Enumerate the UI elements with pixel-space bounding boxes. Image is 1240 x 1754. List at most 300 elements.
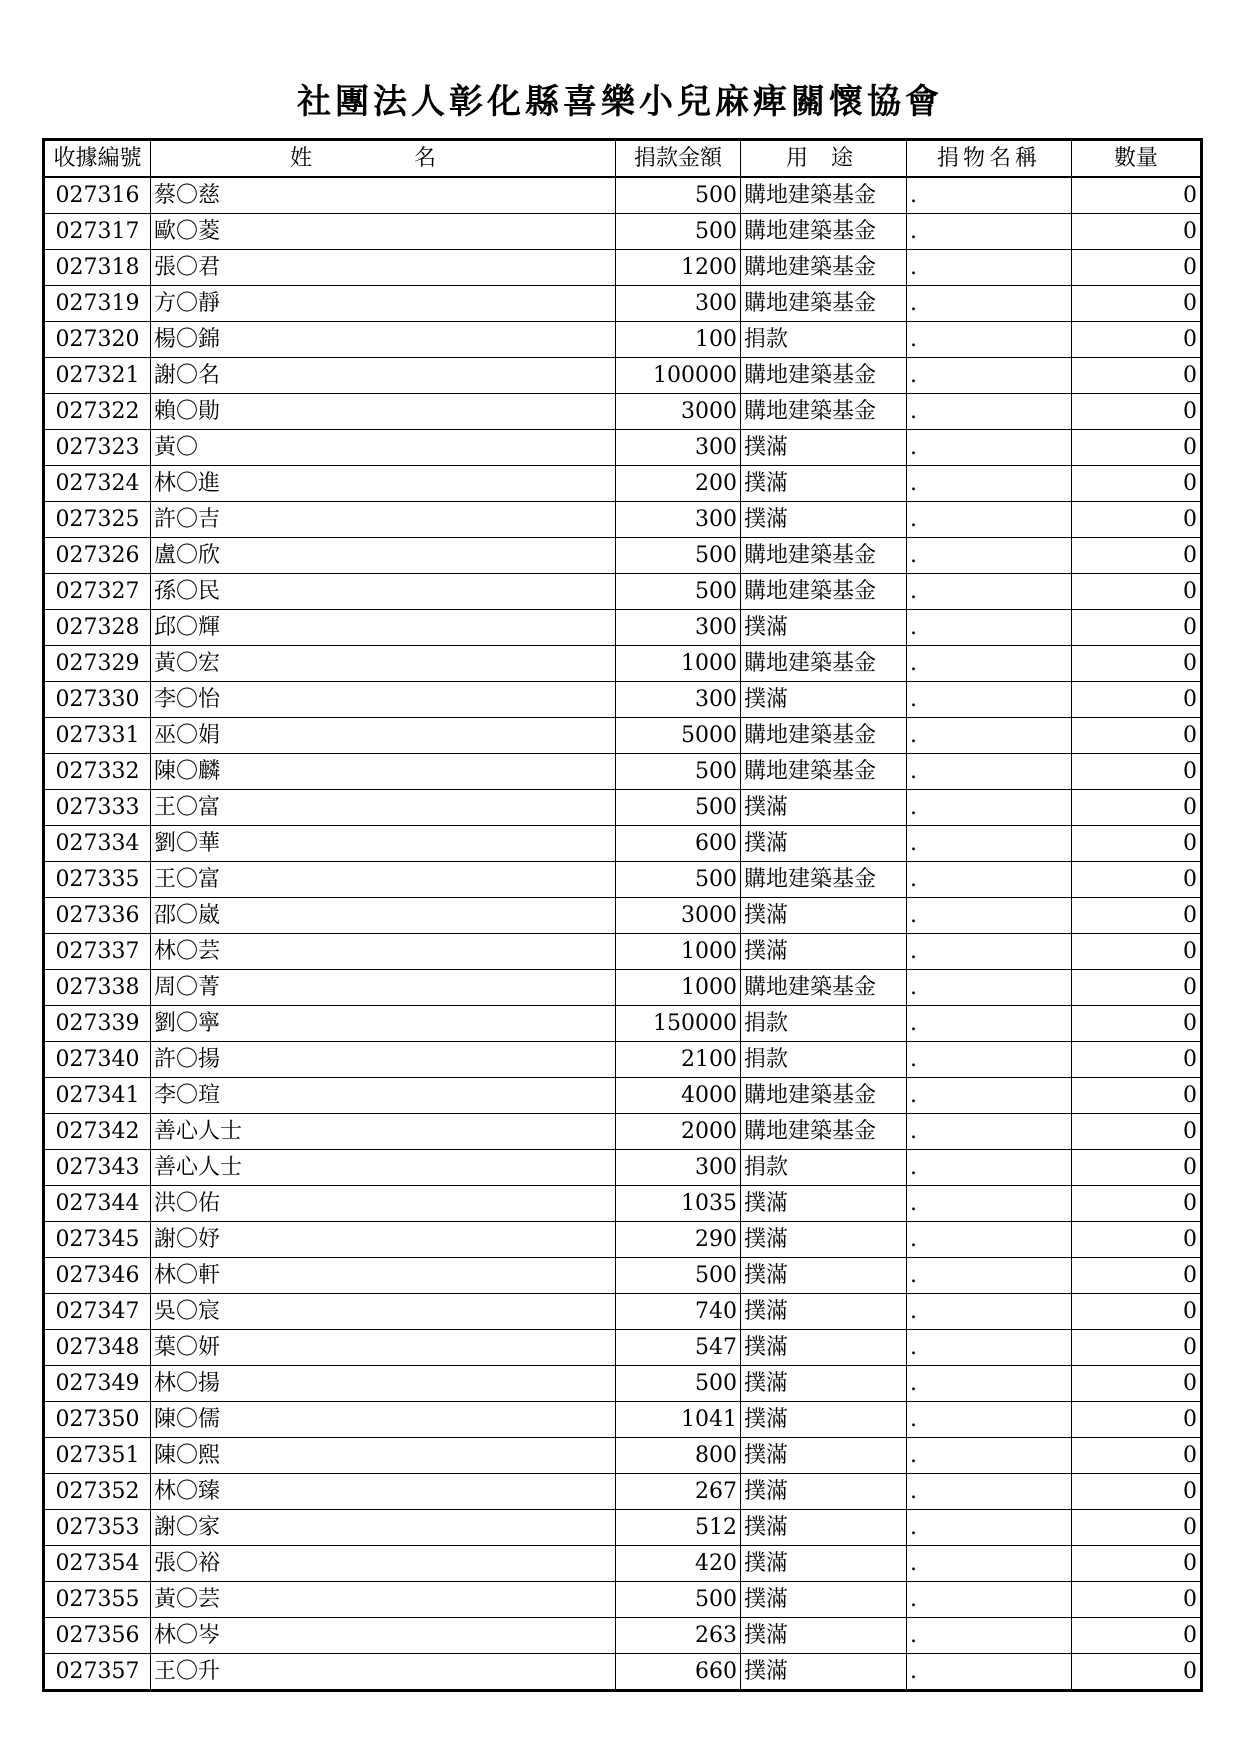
purpose-cell: 購地建築基金 xyxy=(741,862,907,898)
quantity-cell: 0 xyxy=(1072,1150,1202,1186)
donor-name-cell: 林〇揚 xyxy=(151,1366,616,1402)
donor-name-cell: 王〇富 xyxy=(151,790,616,826)
table-row xyxy=(44,1330,1202,1366)
amount-cell: 500 xyxy=(616,790,741,826)
amount-cell: 1200 xyxy=(616,250,741,286)
donation-table xyxy=(42,138,1203,1692)
purpose-cell: 撲滿 xyxy=(741,1186,907,1222)
receipt-no-cell: 027354 xyxy=(44,1546,151,1582)
donor-name-cell: 黃〇宏 xyxy=(151,646,616,682)
amount-cell: 600 xyxy=(616,826,741,862)
quantity-cell: 0 xyxy=(1072,1654,1202,1691)
quantity-cell: 0 xyxy=(1072,177,1202,214)
receipt-no-cell: 027323 xyxy=(44,430,151,466)
quantity-cell: 0 xyxy=(1072,610,1202,646)
purpose-cell: 撲滿 xyxy=(741,502,907,538)
receipt-no-cell: 027327 xyxy=(44,574,151,610)
table-row xyxy=(44,502,1202,538)
purpose-cell: 撲滿 xyxy=(741,790,907,826)
quantity-cell: 0 xyxy=(1072,718,1202,754)
receipt-no-cell: 027329 xyxy=(44,646,151,682)
item-name-cell: . xyxy=(907,1258,1072,1294)
page-title: 社團法人彰化縣喜樂小兒麻痺關懷協會 xyxy=(297,82,943,122)
receipt-no-cell: 027345 xyxy=(44,1222,151,1258)
receipt-no-cell: 027356 xyxy=(44,1618,151,1654)
donor-name-cell: 張〇君 xyxy=(151,250,616,286)
amount-cell: 100000 xyxy=(616,358,741,394)
table-row xyxy=(44,250,1202,286)
quantity-cell: 0 xyxy=(1072,862,1202,898)
receipt-no-cell: 027333 xyxy=(44,790,151,826)
quantity-cell: 0 xyxy=(1072,538,1202,574)
receipt-no-cell: 027344 xyxy=(44,1186,151,1222)
item-name-cell: . xyxy=(907,1546,1072,1582)
quantity-cell: 0 xyxy=(1072,934,1202,970)
donor-name-cell: 謝〇名 xyxy=(151,358,616,394)
quantity-cell: 0 xyxy=(1072,1006,1202,1042)
purpose-cell: 購地建築基金 xyxy=(741,250,907,286)
item-name-cell: . xyxy=(907,1402,1072,1438)
purpose-cell: 購地建築基金 xyxy=(741,1114,907,1150)
donor-name-cell: 王〇升 xyxy=(151,1654,616,1691)
donor-name-cell: 黃〇 xyxy=(151,430,616,466)
amount-cell: 3000 xyxy=(616,394,741,430)
table-row xyxy=(44,1618,1202,1654)
receipt-no-cell: 027342 xyxy=(44,1114,151,1150)
table-row xyxy=(44,898,1202,934)
item-name-cell: . xyxy=(907,358,1072,394)
item-name-cell: . xyxy=(907,934,1072,970)
quantity-cell: 0 xyxy=(1072,682,1202,718)
table-row xyxy=(44,646,1202,682)
purpose-cell: 撲滿 xyxy=(741,1330,907,1366)
donor-name-cell: 劉〇寧 xyxy=(151,1006,616,1042)
quantity-cell: 0 xyxy=(1072,286,1202,322)
amount-cell: 300 xyxy=(616,682,741,718)
purpose-cell: 撲滿 xyxy=(741,1402,907,1438)
item-name-cell: . xyxy=(907,1618,1072,1654)
table-row xyxy=(44,970,1202,1006)
table-body xyxy=(44,177,1202,1691)
quantity-cell: 0 xyxy=(1072,898,1202,934)
amount-cell: 500 xyxy=(616,1582,741,1618)
donor-name-cell: 張〇裕 xyxy=(151,1546,616,1582)
receipt-no-cell: 027317 xyxy=(44,214,151,250)
receipt-no-cell: 027321 xyxy=(44,358,151,394)
receipt-no-cell: 027353 xyxy=(44,1510,151,1546)
receipt-no-cell: 027339 xyxy=(44,1006,151,1042)
donor-name-cell: 善心人士 xyxy=(151,1150,616,1186)
item-name-cell: . xyxy=(907,1150,1072,1186)
item-name-cell: . xyxy=(907,1006,1072,1042)
purpose-cell: 購地建築基金 xyxy=(741,538,907,574)
item-name-cell: . xyxy=(907,1330,1072,1366)
donor-name-cell: 吳〇宸 xyxy=(151,1294,616,1330)
quantity-cell: 0 xyxy=(1072,1258,1202,1294)
receipt-no-cell: 027334 xyxy=(44,826,151,862)
purpose-cell: 撲滿 xyxy=(741,610,907,646)
table-row xyxy=(44,1294,1202,1330)
item-name-cell: . xyxy=(907,682,1072,718)
purpose-cell: 撲滿 xyxy=(741,826,907,862)
item-name-cell: . xyxy=(907,250,1072,286)
amount-cell: 500 xyxy=(616,177,741,214)
purpose-cell: 撲滿 xyxy=(741,1258,907,1294)
table-row xyxy=(44,1654,1202,1691)
table-row xyxy=(44,1042,1202,1078)
donor-name-cell: 蔡〇慈 xyxy=(151,177,616,214)
item-name-cell: . xyxy=(907,718,1072,754)
donor-name-cell: 歐〇菱 xyxy=(151,214,616,250)
item-name-cell: . xyxy=(907,177,1072,214)
donor-name-cell: 賴〇勛 xyxy=(151,394,616,430)
amount-cell: 500 xyxy=(616,754,741,790)
quantity-cell: 0 xyxy=(1072,502,1202,538)
table-row xyxy=(44,286,1202,322)
purpose-cell: 購地建築基金 xyxy=(741,358,907,394)
item-name-cell: . xyxy=(907,1582,1072,1618)
donor-name-cell: 陳〇儒 xyxy=(151,1402,616,1438)
purpose-cell: 購地建築基金 xyxy=(741,970,907,1006)
item-name-cell: . xyxy=(907,790,1072,826)
receipt-no-cell: 027331 xyxy=(44,718,151,754)
item-name-cell: . xyxy=(907,466,1072,502)
quantity-cell: 0 xyxy=(1072,574,1202,610)
quantity-cell: 0 xyxy=(1072,1618,1202,1654)
item-name-cell: . xyxy=(907,970,1072,1006)
table-row xyxy=(44,790,1202,826)
receipt-no-cell: 027355 xyxy=(44,1582,151,1618)
receipt-no-cell: 027340 xyxy=(44,1042,151,1078)
item-name-cell: . xyxy=(907,1222,1072,1258)
item-name-cell: . xyxy=(907,1042,1072,1078)
header-name: 姓 名 xyxy=(151,140,616,178)
amount-cell: 500 xyxy=(616,214,741,250)
table-row xyxy=(44,574,1202,610)
purpose-cell: 撲滿 xyxy=(741,1474,907,1510)
table-row xyxy=(44,466,1202,502)
item-name-cell: . xyxy=(907,1114,1072,1150)
purpose-cell: 購地建築基金 xyxy=(741,718,907,754)
table-row xyxy=(44,1582,1202,1618)
quantity-cell: 0 xyxy=(1072,358,1202,394)
receipt-no-cell: 027351 xyxy=(44,1438,151,1474)
receipt-no-cell: 027337 xyxy=(44,934,151,970)
quantity-cell: 0 xyxy=(1072,970,1202,1006)
header-purpose: 用 途 xyxy=(741,140,907,178)
receipt-no-cell: 027341 xyxy=(44,1078,151,1114)
donor-name-cell: 盧〇欣 xyxy=(151,538,616,574)
table-row xyxy=(44,538,1202,574)
item-name-cell: . xyxy=(907,1366,1072,1402)
table-row xyxy=(44,394,1202,430)
purpose-cell: 撲滿 xyxy=(741,1654,907,1691)
amount-cell: 500 xyxy=(616,1366,741,1402)
item-name-cell: . xyxy=(907,502,1072,538)
receipt-no-cell: 027326 xyxy=(44,538,151,574)
quantity-cell: 0 xyxy=(1072,466,1202,502)
donor-name-cell: 陳〇熙 xyxy=(151,1438,616,1474)
purpose-cell: 撲滿 xyxy=(741,1294,907,1330)
receipt-no-cell: 027357 xyxy=(44,1654,151,1691)
amount-cell: 1000 xyxy=(616,646,741,682)
purpose-cell: 撲滿 xyxy=(741,1510,907,1546)
header-amount: 捐款金額 xyxy=(616,140,741,178)
receipt-no-cell: 027343 xyxy=(44,1150,151,1186)
purpose-cell: 購地建築基金 xyxy=(741,286,907,322)
item-name-cell: . xyxy=(907,610,1072,646)
amount-cell: 420 xyxy=(616,1546,741,1582)
amount-cell: 512 xyxy=(616,1510,741,1546)
table-row xyxy=(44,1222,1202,1258)
quantity-cell: 0 xyxy=(1072,790,1202,826)
table-row xyxy=(44,1258,1202,1294)
table-row xyxy=(44,682,1202,718)
receipt-no-cell: 027335 xyxy=(44,862,151,898)
header-receipt-no: 收據編號 xyxy=(44,140,151,178)
receipt-no-cell: 027348 xyxy=(44,1330,151,1366)
item-name-cell: . xyxy=(907,430,1072,466)
receipt-no-cell: 027330 xyxy=(44,682,151,718)
table-row xyxy=(44,1402,1202,1438)
item-name-cell: . xyxy=(907,322,1072,358)
amount-cell: 300 xyxy=(616,286,741,322)
quantity-cell: 0 xyxy=(1072,646,1202,682)
donor-name-cell: 楊〇錦 xyxy=(151,322,616,358)
quantity-cell: 0 xyxy=(1072,754,1202,790)
receipt-no-cell: 027319 xyxy=(44,286,151,322)
quantity-cell: 0 xyxy=(1072,1402,1202,1438)
purpose-cell: 捐款 xyxy=(741,1042,907,1078)
purpose-cell: 撲滿 xyxy=(741,1222,907,1258)
amount-cell: 740 xyxy=(616,1294,741,1330)
amount-cell: 4000 xyxy=(616,1078,741,1114)
donor-name-cell: 方〇靜 xyxy=(151,286,616,322)
purpose-cell: 撲滿 xyxy=(741,1366,907,1402)
purpose-cell: 購地建築基金 xyxy=(741,394,907,430)
receipt-no-cell: 027325 xyxy=(44,502,151,538)
table-row xyxy=(44,826,1202,862)
donor-name-cell: 周〇菁 xyxy=(151,970,616,1006)
purpose-cell: 撲滿 xyxy=(741,430,907,466)
receipt-no-cell: 027316 xyxy=(44,177,151,214)
table-row xyxy=(44,1150,1202,1186)
purpose-cell: 購地建築基金 xyxy=(741,574,907,610)
amount-cell: 1041 xyxy=(616,1402,741,1438)
receipt-no-cell: 027338 xyxy=(44,970,151,1006)
table-row xyxy=(44,322,1202,358)
donor-name-cell: 邱〇輝 xyxy=(151,610,616,646)
purpose-cell: 撲滿 xyxy=(741,1438,907,1474)
item-name-cell: . xyxy=(907,574,1072,610)
amount-cell: 100 xyxy=(616,322,741,358)
donor-name-cell: 王〇富 xyxy=(151,862,616,898)
receipt-no-cell: 027336 xyxy=(44,898,151,934)
donor-name-cell: 林〇臻 xyxy=(151,1474,616,1510)
table-row xyxy=(44,214,1202,250)
quantity-cell: 0 xyxy=(1072,394,1202,430)
item-name-cell: . xyxy=(907,898,1072,934)
receipt-no-cell: 027332 xyxy=(44,754,151,790)
donor-name-cell: 李〇怡 xyxy=(151,682,616,718)
table-row xyxy=(44,1078,1202,1114)
purpose-cell: 撲滿 xyxy=(741,1618,907,1654)
donor-name-cell: 謝〇妤 xyxy=(151,1222,616,1258)
quantity-cell: 0 xyxy=(1072,430,1202,466)
header-item-name: 捐物名稱 xyxy=(907,140,1072,178)
header-quantity: 數量 xyxy=(1072,140,1202,178)
quantity-cell: 0 xyxy=(1072,1510,1202,1546)
donor-name-cell: 劉〇華 xyxy=(151,826,616,862)
table-row xyxy=(44,862,1202,898)
quantity-cell: 0 xyxy=(1072,1078,1202,1114)
amount-cell: 3000 xyxy=(616,898,741,934)
quantity-cell: 0 xyxy=(1072,1582,1202,1618)
table-row xyxy=(44,1006,1202,1042)
receipt-no-cell: 027352 xyxy=(44,1474,151,1510)
header-row xyxy=(44,140,1202,178)
item-name-cell: . xyxy=(907,1078,1072,1114)
donor-name-cell: 孫〇民 xyxy=(151,574,616,610)
item-name-cell: . xyxy=(907,286,1072,322)
item-name-cell: . xyxy=(907,1294,1072,1330)
table-row xyxy=(44,1474,1202,1510)
item-name-cell: . xyxy=(907,394,1072,430)
purpose-cell: 購地建築基金 xyxy=(741,214,907,250)
quantity-cell: 0 xyxy=(1072,322,1202,358)
amount-cell: 290 xyxy=(616,1222,741,1258)
purpose-cell: 撲滿 xyxy=(741,934,907,970)
purpose-cell: 撲滿 xyxy=(741,898,907,934)
table-row xyxy=(44,1114,1202,1150)
quantity-cell: 0 xyxy=(1072,1294,1202,1330)
donor-name-cell: 許〇吉 xyxy=(151,502,616,538)
amount-cell: 547 xyxy=(616,1330,741,1366)
receipt-no-cell: 027328 xyxy=(44,610,151,646)
purpose-cell: 撲滿 xyxy=(741,1546,907,1582)
purpose-cell: 購地建築基金 xyxy=(741,646,907,682)
amount-cell: 200 xyxy=(616,466,741,502)
receipt-no-cell: 027320 xyxy=(44,322,151,358)
amount-cell: 500 xyxy=(616,862,741,898)
receipt-no-cell: 027322 xyxy=(44,394,151,430)
donor-name-cell: 謝〇家 xyxy=(151,1510,616,1546)
quantity-cell: 0 xyxy=(1072,214,1202,250)
donor-name-cell: 林〇進 xyxy=(151,466,616,502)
item-name-cell: . xyxy=(907,1654,1072,1691)
purpose-cell: 購地建築基金 xyxy=(741,177,907,214)
amount-cell: 500 xyxy=(616,1258,741,1294)
donor-name-cell: 黃〇芸 xyxy=(151,1582,616,1618)
item-name-cell: . xyxy=(907,862,1072,898)
amount-cell: 263 xyxy=(616,1618,741,1654)
receipt-no-cell: 027318 xyxy=(44,250,151,286)
table-row xyxy=(44,430,1202,466)
donor-name-cell: 李〇瑄 xyxy=(151,1078,616,1114)
quantity-cell: 0 xyxy=(1072,1438,1202,1474)
quantity-cell: 0 xyxy=(1072,1366,1202,1402)
item-name-cell: . xyxy=(907,826,1072,862)
table-row xyxy=(44,1366,1202,1402)
item-name-cell: . xyxy=(907,1474,1072,1510)
amount-cell: 300 xyxy=(616,610,741,646)
item-name-cell: . xyxy=(907,1510,1072,1546)
donor-name-cell: 陳〇麟 xyxy=(151,754,616,790)
amount-cell: 300 xyxy=(616,1150,741,1186)
item-name-cell: . xyxy=(907,754,1072,790)
quantity-cell: 0 xyxy=(1072,1474,1202,1510)
quantity-cell: 0 xyxy=(1072,1186,1202,1222)
table-row xyxy=(44,1438,1202,1474)
table-row xyxy=(44,177,1202,214)
table-row xyxy=(44,754,1202,790)
item-name-cell: . xyxy=(907,538,1072,574)
amount-cell: 1000 xyxy=(616,970,741,1006)
quantity-cell: 0 xyxy=(1072,1222,1202,1258)
table-row xyxy=(44,934,1202,970)
donor-name-cell: 善心人士 xyxy=(151,1114,616,1150)
amount-cell: 5000 xyxy=(616,718,741,754)
amount-cell: 300 xyxy=(616,430,741,466)
table-header xyxy=(44,140,1202,178)
quantity-cell: 0 xyxy=(1072,1330,1202,1366)
donor-name-cell: 許〇揚 xyxy=(151,1042,616,1078)
amount-cell: 300 xyxy=(616,502,741,538)
purpose-cell: 捐款 xyxy=(741,1006,907,1042)
quantity-cell: 0 xyxy=(1072,250,1202,286)
purpose-cell: 撲滿 xyxy=(741,466,907,502)
item-name-cell: . xyxy=(907,1438,1072,1474)
table-row xyxy=(44,610,1202,646)
amount-cell: 2000 xyxy=(616,1114,741,1150)
purpose-cell: 購地建築基金 xyxy=(741,1078,907,1114)
amount-cell: 800 xyxy=(616,1438,741,1474)
donor-name-cell: 邵〇崴 xyxy=(151,898,616,934)
purpose-cell: 購地建築基金 xyxy=(741,754,907,790)
quantity-cell: 0 xyxy=(1072,1114,1202,1150)
amount-cell: 660 xyxy=(616,1654,741,1691)
amount-cell: 500 xyxy=(616,538,741,574)
purpose-cell: 撲滿 xyxy=(741,682,907,718)
table-row xyxy=(44,1186,1202,1222)
amount-cell: 2100 xyxy=(616,1042,741,1078)
donor-name-cell: 林〇芸 xyxy=(151,934,616,970)
donor-name-cell: 洪〇佑 xyxy=(151,1186,616,1222)
amount-cell: 1000 xyxy=(616,934,741,970)
receipt-no-cell: 027324 xyxy=(44,466,151,502)
table-row xyxy=(44,358,1202,394)
item-name-cell: . xyxy=(907,646,1072,682)
quantity-cell: 0 xyxy=(1072,1042,1202,1078)
purpose-cell: 捐款 xyxy=(741,322,907,358)
quantity-cell: 0 xyxy=(1072,1546,1202,1582)
table-row xyxy=(44,718,1202,754)
donor-name-cell: 林〇岑 xyxy=(151,1618,616,1654)
item-name-cell: . xyxy=(907,1186,1072,1222)
receipt-no-cell: 027350 xyxy=(44,1402,151,1438)
amount-cell: 267 xyxy=(616,1474,741,1510)
amount-cell: 1035 xyxy=(616,1186,741,1222)
amount-cell: 150000 xyxy=(616,1006,741,1042)
table-row xyxy=(44,1546,1202,1582)
receipt-no-cell: 027346 xyxy=(44,1258,151,1294)
receipt-no-cell: 027347 xyxy=(44,1294,151,1330)
amount-cell: 500 xyxy=(616,574,741,610)
donor-name-cell: 葉〇妍 xyxy=(151,1330,616,1366)
purpose-cell: 捐款 xyxy=(741,1150,907,1186)
quantity-cell: 0 xyxy=(1072,826,1202,862)
donor-name-cell: 巫〇娟 xyxy=(151,718,616,754)
